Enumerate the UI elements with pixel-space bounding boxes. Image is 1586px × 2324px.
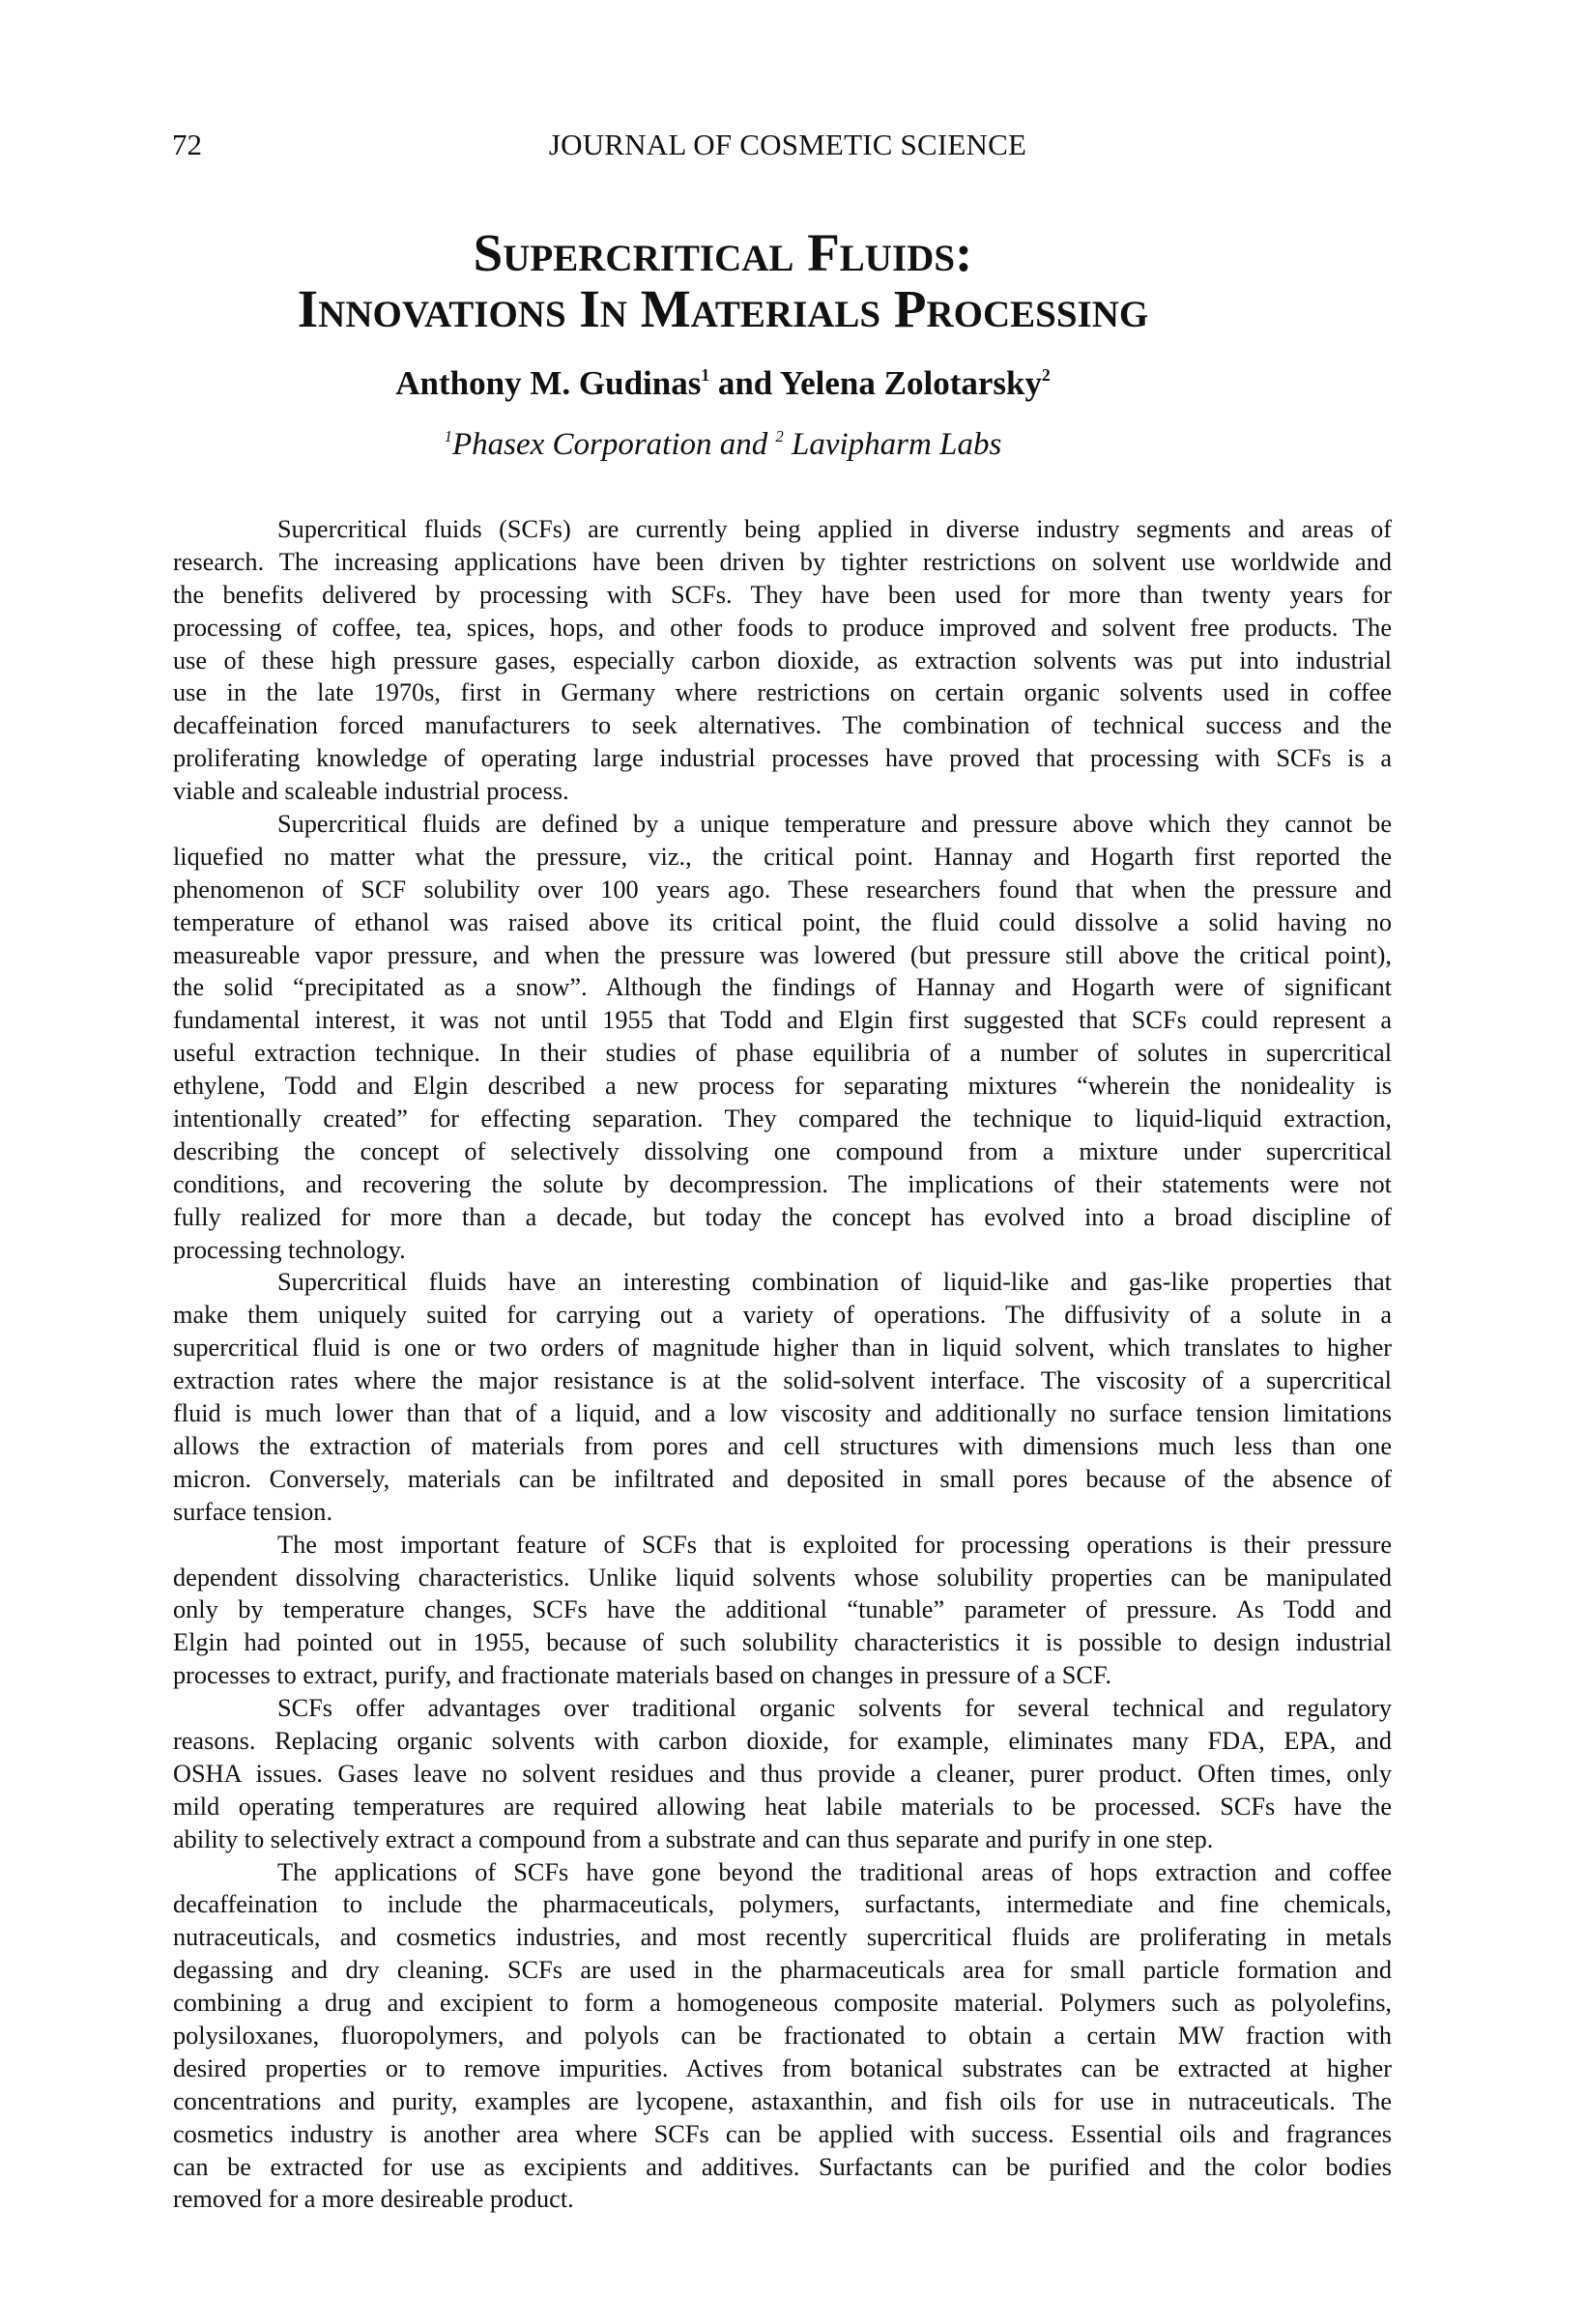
text-line: extraction rates where the major resistance is at the solid-solvent interface. The viscosity of a supercritical bbox=[173, 1366, 1392, 1395]
text-line: make them uniquely suited for carrying out a variety of operations. The diffusivity of a solute in a bbox=[173, 1301, 1392, 1330]
text-line: viable and scaleable industrial process. bbox=[173, 777, 569, 806]
text-line: concentrations and purity, examples are lycopene, astaxanthin, and fish oils for use in nutraceuticals. The bbox=[173, 2086, 1392, 2115]
text-line: useful extraction technique. In their studies of phase equilibria of a number of solutes in supercritical bbox=[173, 1039, 1392, 1068]
author-affiliation-mark: 2 bbox=[1041, 365, 1051, 385]
journal-running-head: JOURNAL OF COSMETIC SCIENCE bbox=[548, 128, 1027, 161]
text-line: use in the late 1970s, first in Germany where restrictions on certain organic solvents used in coffee bbox=[173, 678, 1392, 707]
text-line: can be extracted for use as excipients and additives. Surfactants can be purified and the color bodies bbox=[173, 2152, 1392, 2181]
text-line: intentionally created” for effecting separation. They compared the technique to liquid-liquid extraction, bbox=[173, 1105, 1392, 1133]
affiliation-text: Phasex Corporation and bbox=[451, 427, 776, 462]
article-body bbox=[173, 513, 1392, 2216]
text-line: removed for a more desireable product. bbox=[173, 2185, 574, 2214]
text-line: research. The increasing applications have been driven by tighter restrictions on solvent use worldwide and bbox=[173, 547, 1392, 576]
text-line: desired properties or to remove impurities. Actives from botanical substrates can be extracted at higher bbox=[173, 2053, 1392, 2082]
text-line: reasons. Replacing organic solvents with carbon dioxide, for example, eliminates many FDA, EPA, and bbox=[173, 1726, 1392, 1755]
text-line: fundamental interest, it was not until 1955 that Todd and Elgin first suggested that SCFs could represent a bbox=[173, 1006, 1392, 1035]
text-line: processes to extract, purify, and fractionate materials based on changes in pressure of a SCF. bbox=[173, 1661, 1112, 1690]
text-line: Supercritical fluids have an interesting combination of liquid-like and gas-like properties that bbox=[277, 1268, 1392, 1297]
text-line: decaffeination to include the pharmaceuticals, polymers, surfactants, intermediate and fine chemicals, bbox=[173, 1890, 1392, 1919]
text-line: decaffeination forced manufacturers to seek alternatives. The combination of technical success and the bbox=[173, 711, 1392, 740]
paragraph bbox=[173, 1692, 1392, 1855]
text-line: conditions, and recovering the solute by decompression. The implications of their statements were not bbox=[173, 1169, 1392, 1198]
text-line: phenomenon of SCF solubility over 100 years ago. These researchers found that when the pressure and bbox=[173, 875, 1392, 904]
text-line: liquefied no matter what the pressure, viz., the critical point. Hannay and Hogarth first reported the bbox=[173, 842, 1392, 871]
article-title-line-2: Innovations In Materials Processing bbox=[297, 279, 1149, 338]
text-line: ethylene, Todd and Elgin described a new process for separating mixtures “wherein the nonideality is bbox=[173, 1072, 1392, 1101]
affiliation-mark: 2 bbox=[775, 426, 784, 445]
text-line: OSHA issues. Gases leave no solvent residues and thus provide a cleaner, purer product. Often times, only bbox=[173, 1759, 1392, 1788]
text-line: surface tension. bbox=[173, 1497, 333, 1526]
affiliation-mark: 1 bbox=[444, 426, 452, 445]
text-line: Supercritical fluids are defined by a unique temperature and pressure above which they cannot be bbox=[277, 810, 1392, 839]
text-line: dependent dissolving characteristics. Unlike liquid solvents whose solubility properties can be manipulated bbox=[173, 1563, 1392, 1592]
text-line: temperature of ethanol was raised above its critical point, the fluid could dissolve a solid having no bbox=[173, 907, 1392, 936]
text-line: proliferating knowledge of operating large industrial processes have proved that processing with SCFs is a bbox=[173, 744, 1392, 773]
paragraph bbox=[173, 513, 1392, 808]
affiliations bbox=[0, 426, 1446, 462]
text-line: nutraceuticals, and cosmetics industries, and most recently supercritical fluids are proliferating in metals bbox=[173, 1923, 1392, 1952]
text-line: cosmetics industry is another area where SCFs can be applied with success. Essential oils and fragrances bbox=[173, 2119, 1392, 2148]
paragraph bbox=[173, 808, 1392, 1266]
text-line: mild operating temperatures are required allowing heat labile materials to be processed. SCFs have the bbox=[173, 1792, 1392, 1821]
text-line: The applications of SCFs have gone beyond the traditional areas of hops extraction and coffee bbox=[277, 1857, 1392, 1886]
text-line: SCFs offer advantages over traditional organic solvents for several technical and regulatory bbox=[277, 1694, 1392, 1723]
text-line: The most important feature of SCFs that is exploited for processing operations is their pressure bbox=[277, 1530, 1392, 1559]
text-line: use of these high pressure gases, especially carbon dioxide, as extraction solvents was put into industrial bbox=[173, 646, 1392, 674]
author-name: Anthony M. Gudinas bbox=[395, 364, 702, 402]
affiliation-text: Lavipharm Labs bbox=[783, 427, 1002, 462]
text-line: supercritical fluid is one or two orders of magnitude higher than in liquid solvent, which translates to higher bbox=[173, 1334, 1392, 1363]
page-number: 72 bbox=[172, 128, 202, 161]
author-name: and Yelena Zolotarsky bbox=[709, 364, 1042, 402]
text-line: processing technology. bbox=[173, 1235, 406, 1264]
text-line: describing the concept of selectively dissolving one compound from a mixture under supercritical bbox=[173, 1136, 1392, 1165]
article-title-line-1: Supercritical Fluids: bbox=[473, 223, 973, 282]
text-line: Supercritical fluids (SCFs) are currently being applied in diverse industry segments and areas of bbox=[277, 515, 1392, 543]
paragraph bbox=[173, 1856, 1392, 2217]
text-line: ability to selectively extract a compound from a substrate and can thus separate and purify in one step. bbox=[173, 1824, 1214, 1853]
text-line: the benefits delivered by processing with SCFs. They have been used for more than twenty years for bbox=[173, 580, 1392, 609]
text-line: Elgin had pointed out in 1955, because of such solubility characteristics it is possible to design industrial bbox=[173, 1628, 1392, 1657]
text-line: degassing and dry cleaning. SCFs are used in the pharmaceuticals area for small particle formation and bbox=[173, 1956, 1392, 1985]
text-line: allows the extraction of materials from pores and cell structures with dimensions much less than one bbox=[173, 1431, 1392, 1460]
text-line: combining a drug and excipient to form a homogeneous composite material. Polymers such as polyolefins, bbox=[173, 1989, 1392, 2018]
text-line: only by temperature changes, SCFs have the additional “tunable” parameter of pressure. As Todd and bbox=[173, 1595, 1392, 1624]
text-line: micron. Conversely, materials can be infiltrated and deposited in small pores because of the absence of bbox=[173, 1464, 1392, 1493]
text-line: measureable vapor pressure, and when the pressure was lowered (but pressure still above the critical point), bbox=[173, 940, 1392, 969]
text-line: fully realized for more than a decade, but today the concept has evolved into a broad discipline of bbox=[173, 1202, 1392, 1231]
text-line: the solid “precipitated as a snow”. Although the findings of Hannay and Hogarth were of significant bbox=[173, 973, 1392, 1002]
text-line: fluid is much lower than that of a liquid, and a low viscosity and additionally no surface tension limitations bbox=[173, 1399, 1392, 1428]
author-affiliation-mark: 1 bbox=[701, 365, 710, 385]
author-list bbox=[0, 366, 1446, 400]
paragraph bbox=[173, 1529, 1392, 1692]
text-line: polysiloxanes, fluoropolymers, and polyols can be fractionated to obtain a certain MW fraction with bbox=[173, 2021, 1392, 2050]
paragraph bbox=[173, 1266, 1392, 1528]
text-line: processing of coffee, tea, spices, hops, and other foods to produce improved and solvent free products. The bbox=[173, 613, 1392, 642]
